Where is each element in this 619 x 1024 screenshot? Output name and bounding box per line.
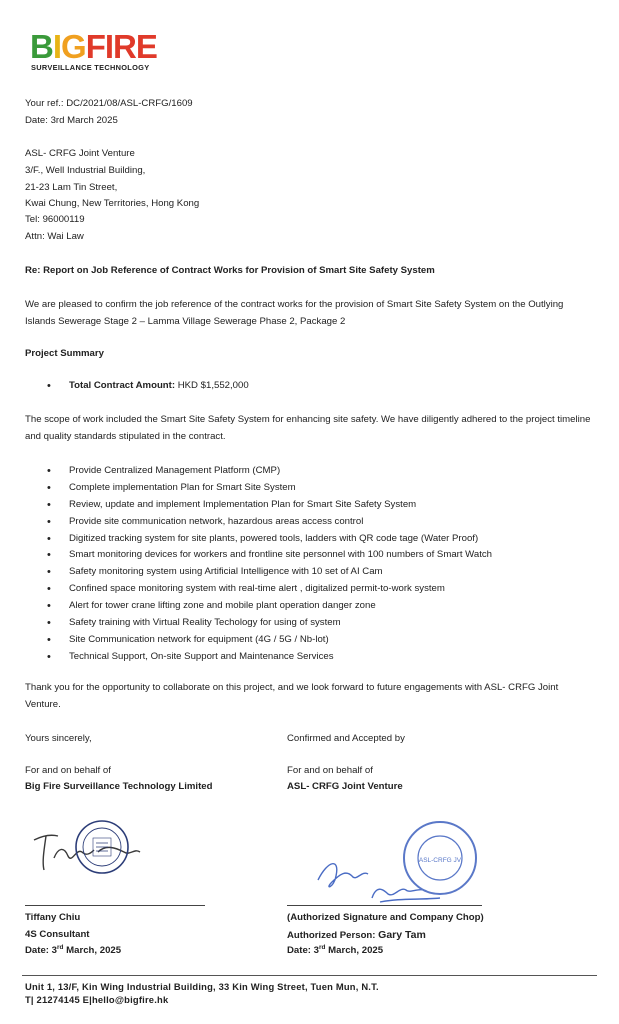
subject-line: Re: Report on Job Reference of Contract Works for Provision of Smart Site Safety System [25, 265, 435, 276]
stamp-text: ASL-CRFG JV [418, 857, 462, 864]
left-sign-date: Date: 3rd March, 2025 [25, 943, 122, 956]
company-logo [30, 30, 157, 64]
scope-items-list [25, 463, 605, 666]
logo-letter: I [52, 28, 62, 65]
list-item: • Technical Support, On-site Support and Maintenance Services [25, 649, 605, 666]
list-item: • Digitized tracking system for site plants, powered tools, ladders with QR code tage (Water Proof) [25, 531, 605, 548]
left-behalf: For and on behalf of [25, 765, 111, 776]
letter-date: Date: 3rd March 2025 [25, 115, 118, 126]
recipient-line: 21-23 Lam Tin Street, [25, 182, 118, 193]
contract-amount [25, 380, 249, 392]
logo-letter: R [113, 28, 136, 65]
footer-address: Unit 1, 13/F, Kin Wing Industrial Building, 33 Kin Wing Street, Tuen Mun, N.T. [25, 981, 379, 992]
company-seal-icon [73, 818, 131, 876]
left-signature-line [25, 905, 205, 906]
closing-paragraph: Thank you for the opportunity to collaborate on this project, and we look forward to future engagements with ASL- CRFG Joint Venture. [25, 682, 559, 710]
logo-letter: I [104, 28, 114, 65]
intro-paragraph: We are pleased to confirm the job reference of the contract works for the provision of Smart Site Safety System on the Outlying Islands Sewerage Stage 2 – Lamma Village Sewerage Phase 2, Package 2 [25, 299, 564, 327]
list-item: • Safety training with Virtual Reality Techology for using of system [25, 615, 605, 632]
authorized-person-name: Gary Tam [378, 929, 426, 941]
recipient-line: Attn: Wai Law [25, 231, 84, 242]
list-item: • Alert for tower crane lifting zone and mobile plant operation danger zone [25, 598, 605, 615]
logo-letter: F [85, 28, 105, 65]
logo-letter: G [61, 28, 86, 65]
summary-heading: Project Summary [25, 348, 104, 359]
recipient-line: Kwai Chung, New Territories, Hong Kong [25, 198, 200, 209]
list-item: • Site Communication network for equipment (4G / 5G / Nb-lot) [25, 632, 605, 649]
list-item: • Provide site communication network, hazardous areas access control [25, 514, 605, 531]
confirmed-accepted: Confirmed and Accepted by [287, 733, 405, 744]
authorized-person: Authorized Person: Gary Tam [287, 929, 426, 941]
logo-letter: E [135, 28, 157, 65]
list-item: • Provide Centralized Management Platform (CMP) [25, 463, 605, 480]
contract-amount-value: HKD $1,552,000 [175, 380, 249, 391]
right-sign-date: Date: 3rd March, 2025 [287, 943, 384, 956]
list-item: • Confined space monitoring system with real-time alert , digitalized permit-to-work system [25, 581, 605, 598]
salutation: Yours sincerely, [25, 733, 92, 744]
your-ref: Your ref.: DC/2021/08/ASL-CRFG/1609 [25, 98, 193, 109]
list-item: • Safety monitoring system using Artificial Intelligence with 10 set of AI Cam [25, 564, 605, 581]
right-company: ASL- CRFG Joint Venture [287, 781, 403, 792]
left-signer-title: 4S Consultant [25, 929, 90, 940]
list-item: • Smart monitoring devices for workers and frontline site personnel with 100 numbers of Smart Watch [25, 547, 605, 564]
right-signature-line [287, 905, 482, 906]
left-company: Big Fire Surveillance Technology Limited [25, 781, 213, 792]
scope-paragraph: The scope of work included the Smart Site Safety System for enhancing site safety. We have diligently adhered to the project timeline and quality standards stipulated in the contract. [25, 414, 591, 442]
contract-amount-label: Total Contract Amount: [69, 380, 176, 391]
list-item: • Complete implementation Plan for Smart Site System [25, 480, 605, 497]
right-behalf: For and on behalf of [287, 765, 373, 776]
left-signer-name: Tiffany Chiu [25, 912, 81, 923]
footer-divider [22, 975, 597, 976]
recipient-line: Tel: 96000119 [25, 214, 85, 225]
list-item: • Review, update and implement Implementation Plan for Smart Site Safety System [25, 497, 605, 514]
auth-signature-label: (Authorized Signature and Company Chop) [287, 912, 484, 923]
recipient-line: 3/F., Well Industrial Building, [25, 165, 146, 176]
footer-contact: T| 21274145 E|hello@bigfire.hk [25, 994, 169, 1005]
logo-letter: B [30, 28, 53, 65]
recipient-line: ASL- CRFG Joint Venture [25, 148, 135, 159]
jv-stamp-icon [400, 818, 480, 898]
logo-subtitle: SURVEILLANCE TECHNOLOGY [31, 63, 150, 72]
